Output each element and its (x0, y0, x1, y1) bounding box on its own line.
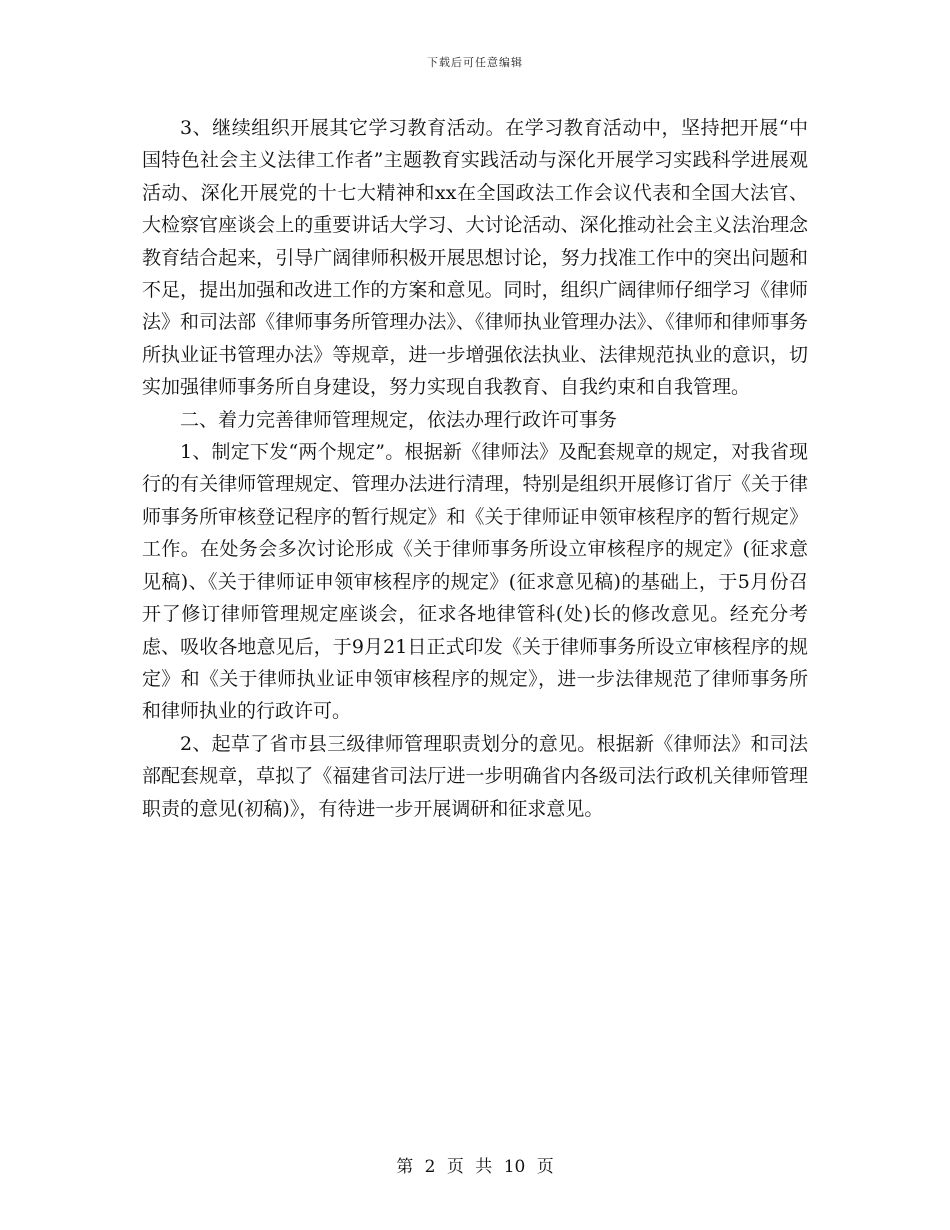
page-number: 第 2 页 共 10 页 (396, 1157, 554, 1177)
section-heading-regulations: 二、着力完善律师管理规定，依法办理行政许可事务 (180, 408, 618, 431)
document-body (142, 112, 808, 825)
header-note: 下载后可任意编辑 (427, 56, 523, 69)
paragraph-management-duties: 2、起草了省市县三级律师管理职责划分的意见。根据新《律师法》和司法部配套规章，草拟了《福建省司法厅进一步明确省内各级司法行政机关律师管理职责的意见(初稿)》，有待进一步开展调研和征求意见。 (142, 732, 808, 820)
paragraph-study-activities: 3、继续组织开展其它学习教育活动。在学习教育活动中，坚持把开展“中国特色社会主义法律工作者”主题教育实践活动与深化开展学习实践科学进展观活动、深化开展党的十七大精神和xx在全国政法工作会议代表和全国大法官、大检察官座谈会上的重要讲话大学习、大讨论活动、深化推动社会主义法治理念教育结合起来，引导广阔律师积极开展思想讨论，努力找准工作中的突出问题和不足，提出加强和改进工作的方案和意见。同时，组织广阔律师仔细学习《律师法》和司法部《律师事务所管理办法》、《律师执业管理办法》、《律师和律师事务所执业证书管理办法》等规章，进一步增强依法执业、法律规范执业的意识，切实加强律师事务所自身建设，努力实现自我教育、自我约束和自我管理。 (142, 117, 808, 399)
paragraph-two-regulations: 1、制定下发“两个规定”。根据新《律师法》及配套规章的规定，对我省现行的有关律师管理规定、管理办法进行清理，特别是组织开展修订省厅《关于律师事务所审核登记程序的暂行规定》和《关于律师证申领审核程序的暂行规定》工作。在处务会多次讨论形成《关于律师事务所设立审核程序的规定》(征求意见稿)、《关于律师证申领审核程序的规定》(征求意见稿)的基础上，于5月份召开了修订律师管理规定座谈会，征求各地律管科(处)长的修改意见。经充分考虑、吸收各地意见后，于9月21日正式印发《关于律师事务所设立审核程序的规定》和《关于律师执业证申领审核程序的规定》，进一步法律规范了律师事务所和律师执业的行政许可。 (142, 441, 808, 723)
